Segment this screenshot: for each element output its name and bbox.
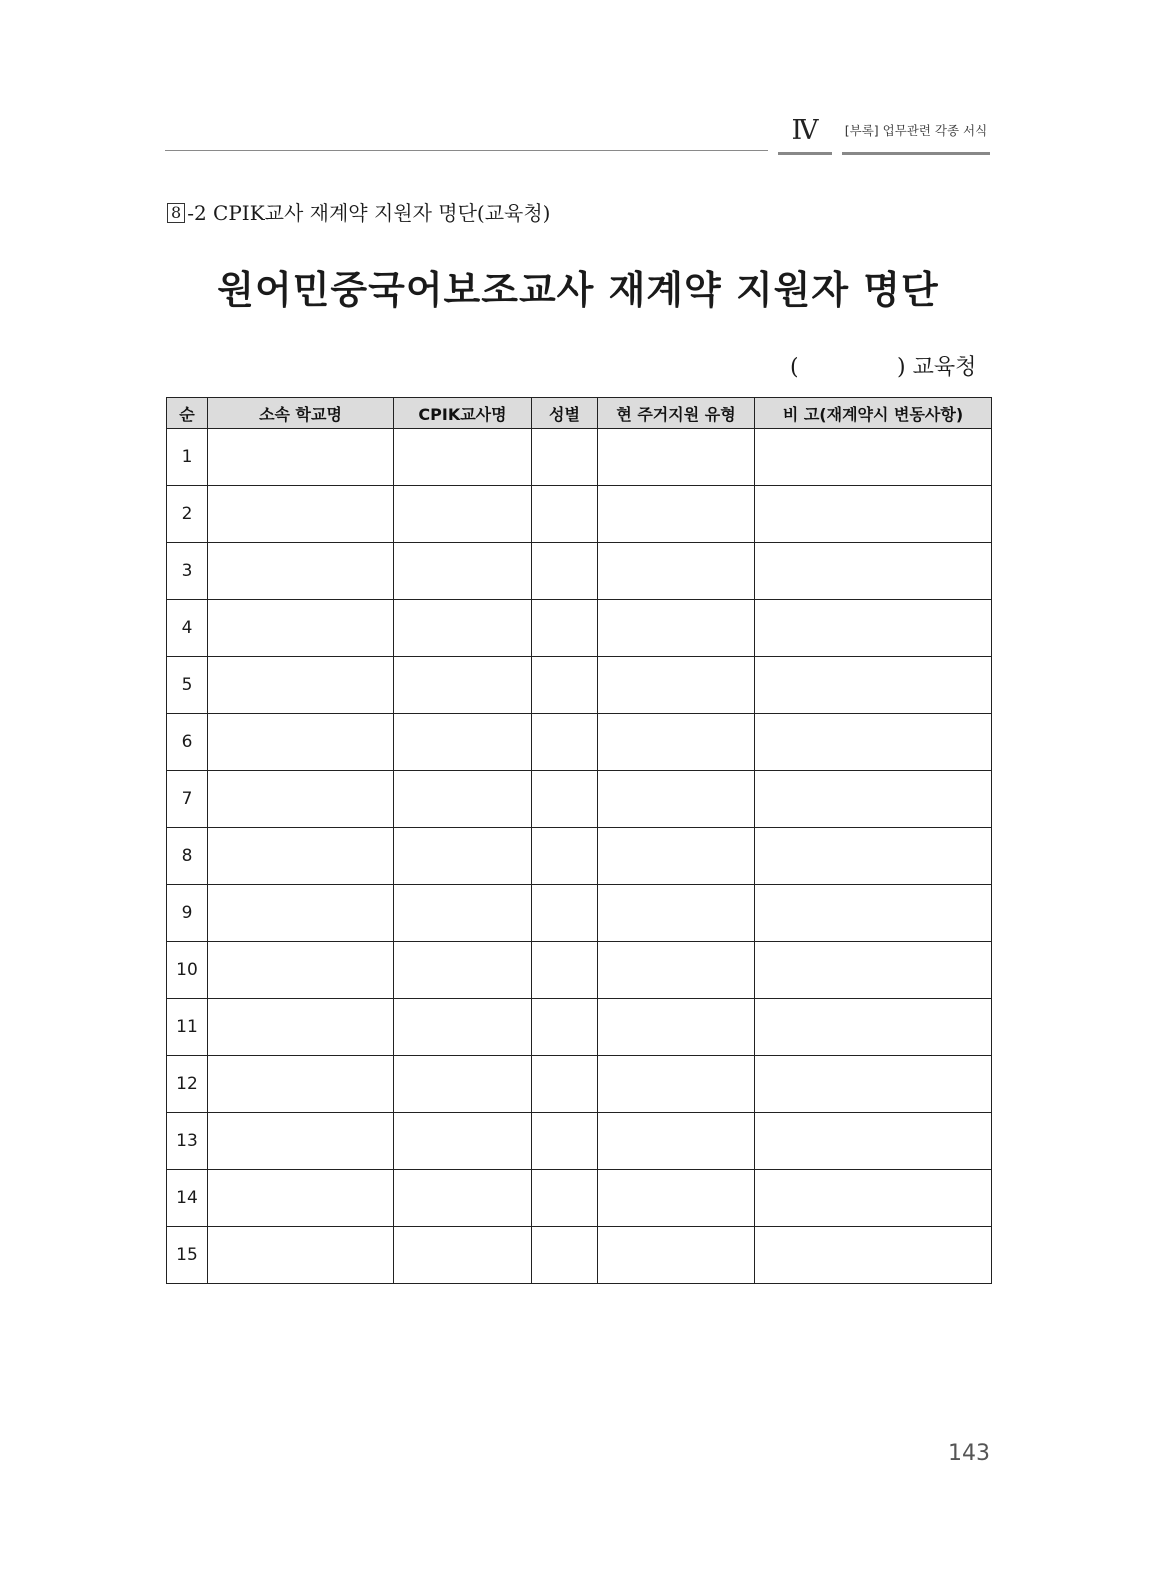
remarks-cell[interactable]: [755, 429, 992, 486]
school-cell[interactable]: [208, 486, 394, 543]
remarks-cell[interactable]: [755, 657, 992, 714]
row-number: 12: [167, 1056, 208, 1113]
column-header-number: 순: [167, 398, 208, 429]
teacher-cell[interactable]: [394, 543, 532, 600]
housing-cell[interactable]: [598, 600, 755, 657]
table-row: [167, 771, 992, 828]
housing-cell[interactable]: [598, 942, 755, 999]
school-cell[interactable]: [208, 714, 394, 771]
table-row: [167, 657, 992, 714]
section-title: [부록] 업무관련 각종 서식: [842, 112, 990, 155]
remarks-cell[interactable]: [755, 999, 992, 1056]
table-row: [167, 828, 992, 885]
column-header-teacher: CPIK교사명: [394, 398, 532, 429]
column-header-gender: 성별: [532, 398, 598, 429]
teacher-cell[interactable]: [394, 1113, 532, 1170]
teacher-cell[interactable]: [394, 1056, 532, 1113]
document-title: 원어민중국어보조교사 재계약 지원자 명단: [217, 268, 939, 312]
header-row: [167, 398, 992, 429]
school-cell[interactable]: [208, 942, 394, 999]
row-number: 7: [167, 771, 208, 828]
remarks-cell[interactable]: [755, 1056, 992, 1113]
teacher-cell[interactable]: [394, 828, 532, 885]
school-cell[interactable]: [208, 1056, 394, 1113]
housing-cell[interactable]: [598, 1113, 755, 1170]
row-number: 10: [167, 942, 208, 999]
roster-table: [166, 397, 992, 1284]
gender-cell[interactable]: [532, 543, 598, 600]
school-cell[interactable]: [208, 543, 394, 600]
table-row: [167, 543, 992, 600]
table-row: [167, 429, 992, 486]
gender-cell[interactable]: [532, 714, 598, 771]
school-cell[interactable]: [208, 1113, 394, 1170]
housing-cell[interactable]: [598, 1227, 755, 1284]
table-body: [167, 429, 992, 1284]
school-cell[interactable]: [208, 999, 394, 1056]
gender-cell[interactable]: [532, 600, 598, 657]
row-number: 9: [167, 885, 208, 942]
gender-cell[interactable]: [532, 1113, 598, 1170]
teacher-cell[interactable]: [394, 657, 532, 714]
header-rule: [165, 150, 768, 151]
gender-cell[interactable]: [532, 1227, 598, 1284]
gender-cell[interactable]: [532, 657, 598, 714]
school-cell[interactable]: [208, 1170, 394, 1227]
teacher-cell[interactable]: [394, 999, 532, 1056]
gender-cell[interactable]: [532, 942, 598, 999]
row-number: 13: [167, 1113, 208, 1170]
table-row: [167, 600, 992, 657]
row-number: 4: [167, 600, 208, 657]
remarks-cell[interactable]: [755, 486, 992, 543]
row-number: 15: [167, 1227, 208, 1284]
teacher-cell[interactable]: [394, 885, 532, 942]
table-row: [167, 885, 992, 942]
column-header-housing: 현 주거지원 유형: [598, 398, 755, 429]
row-number: 11: [167, 999, 208, 1056]
office-paren-open: (: [790, 355, 799, 380]
gender-cell[interactable]: [532, 828, 598, 885]
remarks-cell[interactable]: [755, 600, 992, 657]
school-cell[interactable]: [208, 657, 394, 714]
school-cell[interactable]: [208, 429, 394, 486]
row-number: 5: [167, 657, 208, 714]
teacher-cell[interactable]: [394, 429, 532, 486]
teacher-cell[interactable]: [394, 1170, 532, 1227]
remarks-cell[interactable]: [755, 714, 992, 771]
remarks-cell[interactable]: [755, 885, 992, 942]
housing-cell[interactable]: [598, 657, 755, 714]
housing-cell[interactable]: [598, 885, 755, 942]
teacher-cell[interactable]: [394, 600, 532, 657]
page-number: 143: [948, 1441, 990, 1466]
teacher-cell[interactable]: [394, 1227, 532, 1284]
form-label: [167, 198, 550, 228]
school-cell[interactable]: [208, 828, 394, 885]
remarks-cell[interactable]: [755, 1113, 992, 1170]
school-cell[interactable]: [208, 885, 394, 942]
housing-cell[interactable]: [598, 771, 755, 828]
remarks-cell[interactable]: [755, 543, 992, 600]
teacher-cell[interactable]: [394, 486, 532, 543]
table-row: [167, 1113, 992, 1170]
housing-cell[interactable]: [598, 999, 755, 1056]
table-row: [167, 1056, 992, 1113]
gender-cell[interactable]: [532, 1170, 598, 1227]
teacher-cell[interactable]: [394, 714, 532, 771]
table-row: [167, 486, 992, 543]
row-number: 6: [167, 714, 208, 771]
table-row: [167, 714, 992, 771]
office-label: ) 교육청: [897, 355, 977, 380]
remarks-cell[interactable]: [755, 771, 992, 828]
remarks-cell[interactable]: [755, 828, 992, 885]
housing-cell[interactable]: [598, 1170, 755, 1227]
table-row: [167, 942, 992, 999]
column-header-school: 소속 학교명: [208, 398, 394, 429]
gender-cell[interactable]: [532, 771, 598, 828]
form-label-text: -2 CPIK교사 재계약 지원자 명단(교육청): [187, 201, 551, 225]
gender-cell[interactable]: [532, 885, 598, 942]
table-row: [167, 999, 992, 1056]
row-number: 3: [167, 543, 208, 600]
row-number: 14: [167, 1170, 208, 1227]
remarks-cell[interactable]: [755, 1170, 992, 1227]
gender-cell[interactable]: [532, 1056, 598, 1113]
row-number: 8: [167, 828, 208, 885]
school-cell[interactable]: [208, 1227, 394, 1284]
remarks-cell[interactable]: [755, 1227, 992, 1284]
teacher-cell[interactable]: [394, 771, 532, 828]
row-number: 2: [167, 486, 208, 543]
teacher-cell[interactable]: [394, 942, 532, 999]
housing-cell[interactable]: [598, 1056, 755, 1113]
table-row: [167, 1227, 992, 1284]
housing-cell[interactable]: [598, 543, 755, 600]
housing-cell[interactable]: [598, 828, 755, 885]
housing-cell[interactable]: [598, 429, 755, 486]
school-cell[interactable]: [208, 600, 394, 657]
gender-cell[interactable]: [532, 999, 598, 1056]
column-header-remarks: 비 고(재계약시 변동사항): [755, 398, 992, 429]
table-row: [167, 1170, 992, 1227]
gender-cell[interactable]: [532, 429, 598, 486]
chapter-number: Ⅳ: [778, 112, 832, 155]
gender-cell[interactable]: [532, 486, 598, 543]
remarks-cell[interactable]: [755, 942, 992, 999]
row-number: 1: [167, 429, 208, 486]
housing-cell[interactable]: [598, 714, 755, 771]
school-cell[interactable]: [208, 771, 394, 828]
form-number-box: 8: [167, 203, 185, 223]
housing-cell[interactable]: [598, 486, 755, 543]
